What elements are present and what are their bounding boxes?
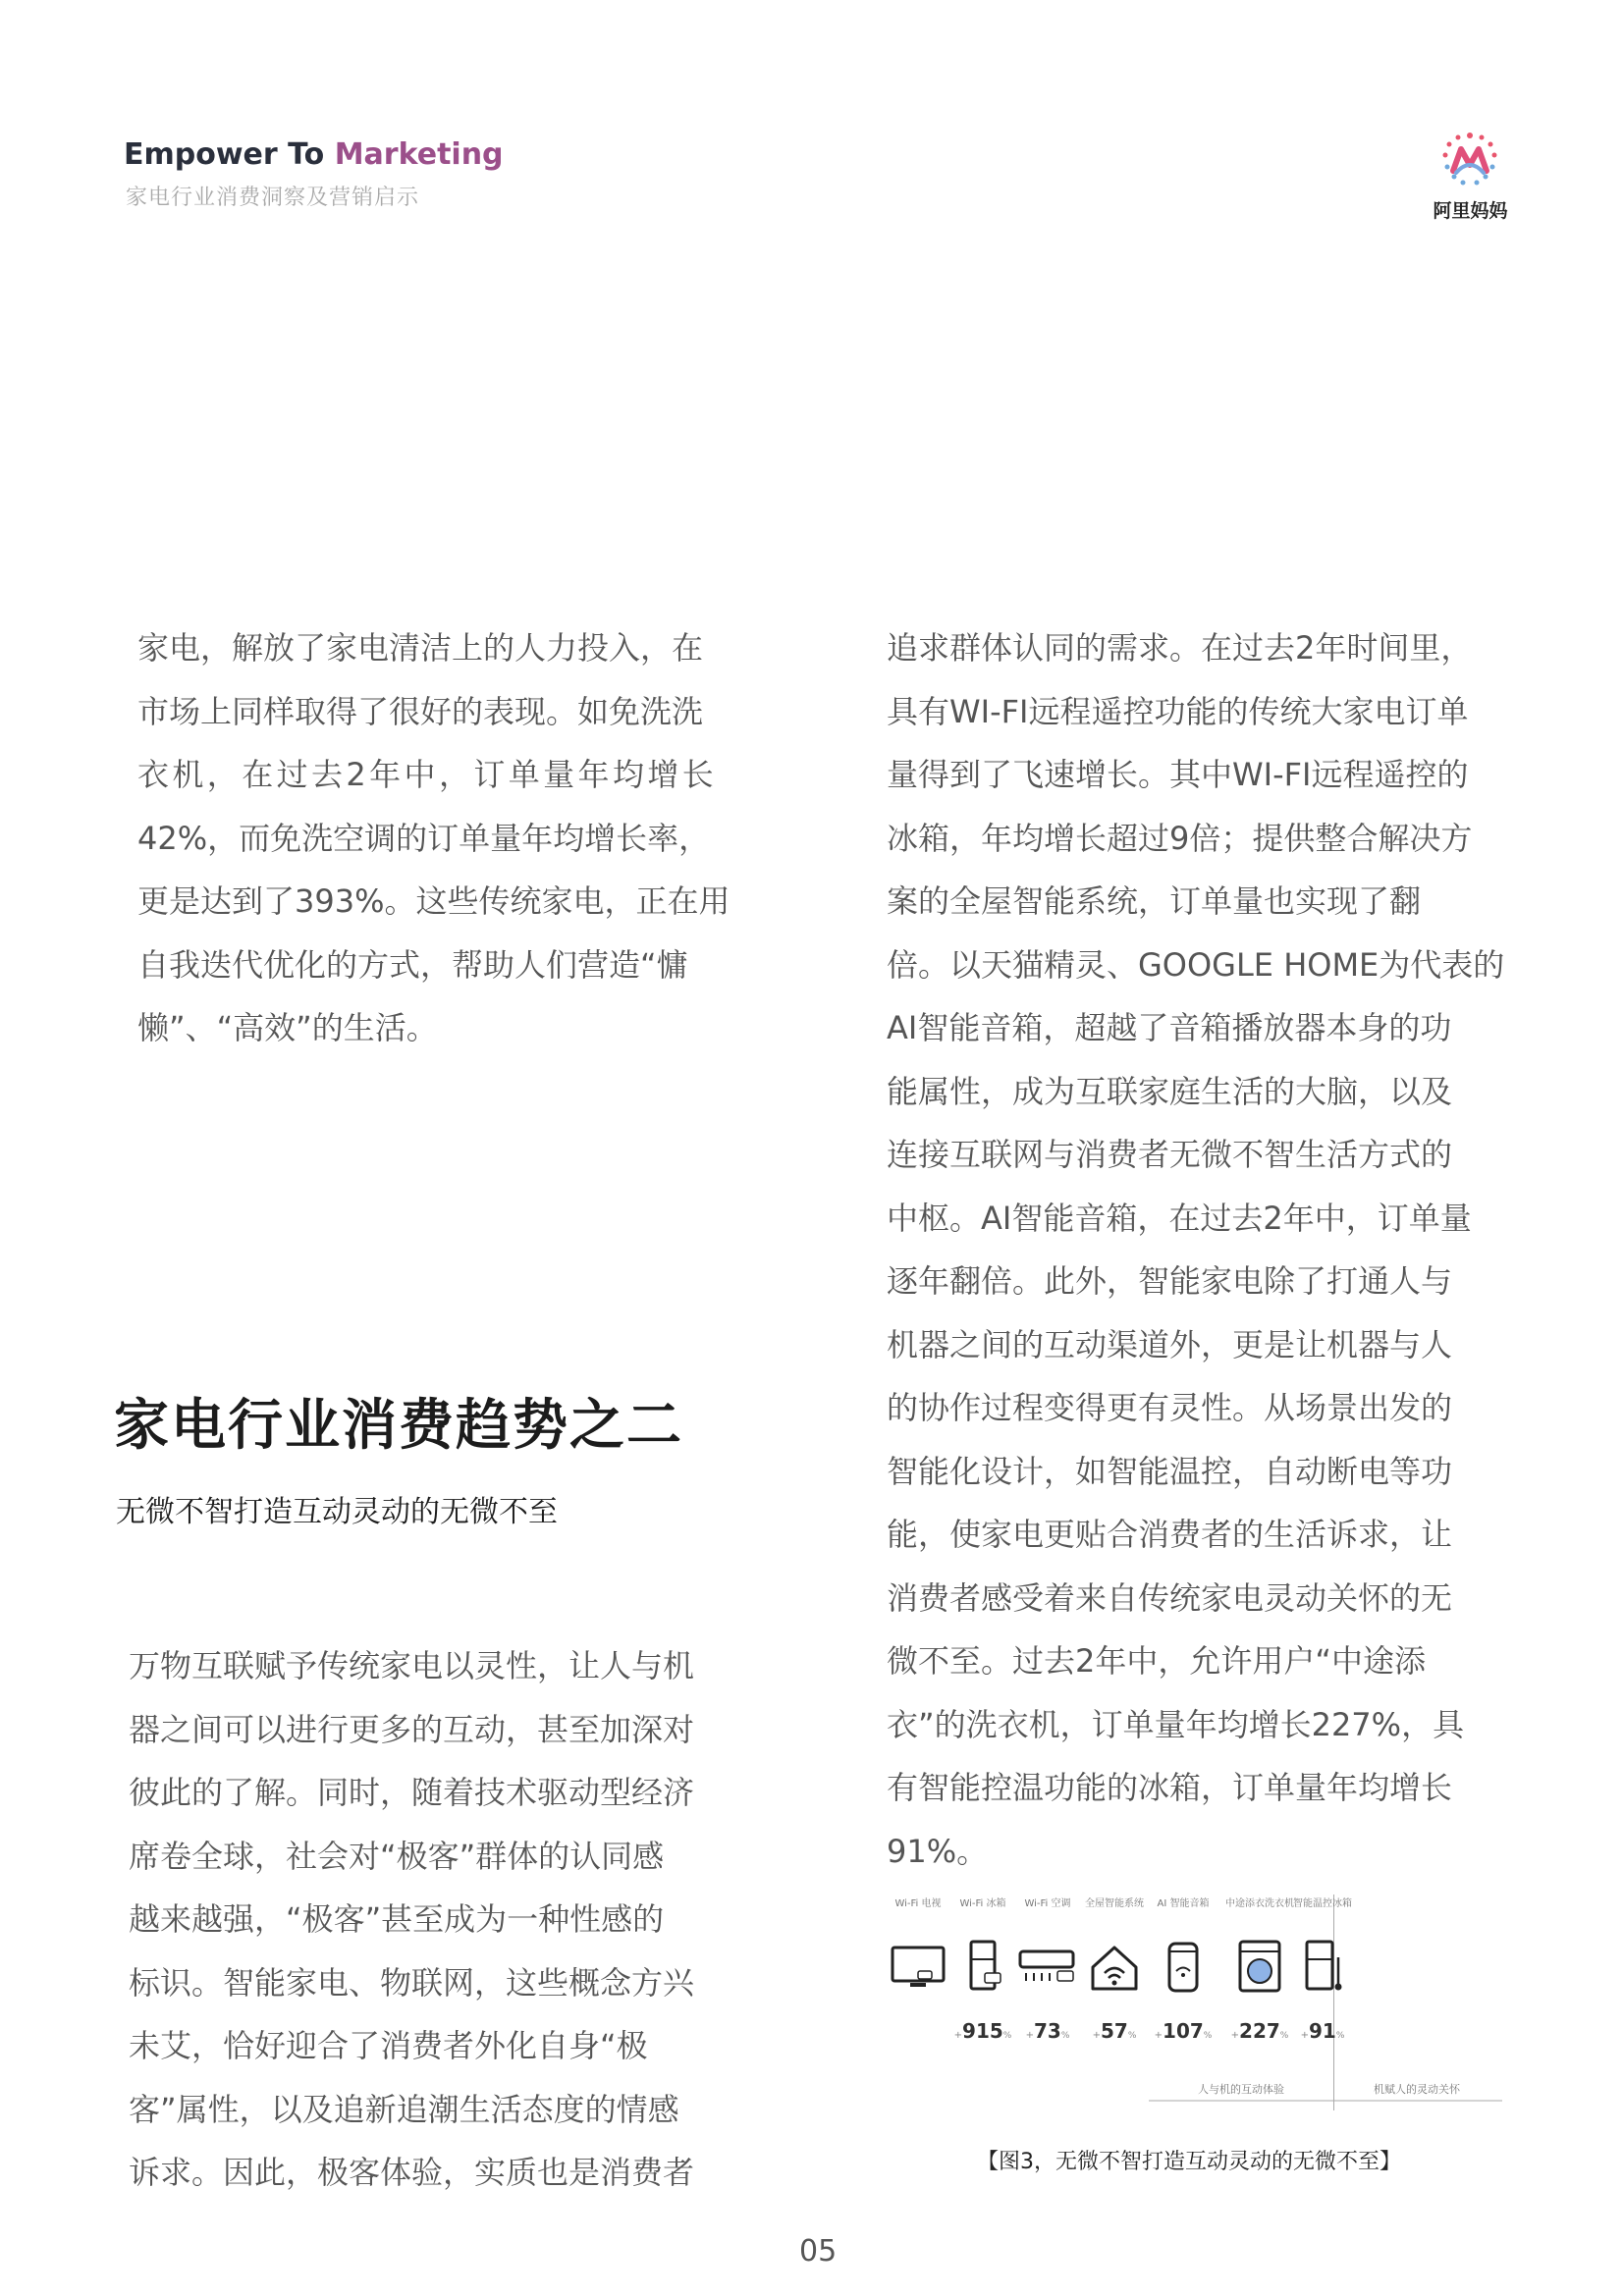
value-number: 73	[1033, 2019, 1061, 2043]
value-number: 91	[1308, 2019, 1336, 2043]
figure-item-value	[1273, 2019, 1372, 2043]
brand-title-accent: Marketing	[334, 137, 504, 172]
figure-item-label: 中途添衣洗衣机	[1225, 1898, 1294, 1909]
text-line: 衣机，在过去2年中，订单量年均增长	[137, 756, 718, 793]
figure-item-smart-fridge	[1273, 1895, 1372, 2043]
text-line: 客”属性，以及追新追潮生活态度的情感	[129, 2090, 679, 2128]
air-conditioner-icon	[1018, 1938, 1077, 1997]
figure-item-label: Wi-Fi 电视	[894, 1898, 942, 1909]
figure-item-label: Wi-Fi 空调	[1024, 1898, 1071, 1909]
value-unit: %	[1060, 2031, 1070, 2041]
text-line: 能，使家电更贴合消费者的生活诉求，让	[887, 1516, 1453, 1553]
section-title: 家电行业消费趋势之二	[114, 1394, 683, 1458]
smart-speaker-icon	[1154, 1938, 1213, 1997]
text-line: 案的全屋智能系统，订单量也实现了翻	[887, 882, 1422, 920]
text-line: 91%。	[887, 1832, 989, 1870]
value-prefix: +	[953, 2030, 963, 2041]
logo-text: 阿里妈妈	[1433, 200, 1508, 222]
page-number: 05	[799, 2234, 838, 2269]
value-number: 915	[962, 2019, 1003, 2043]
zone-label-interaction: 人与机的互动体验	[1198, 2083, 1284, 2096]
washing-machine-icon	[1230, 1938, 1289, 1997]
text-line: 智能化设计，如智能温控，自动断电等功	[887, 1452, 1453, 1490]
text-line: 越来越强，“极客”甚至成为一种性感的	[129, 1900, 665, 1938]
value-number: 227	[1239, 2019, 1280, 2043]
brand-title	[124, 137, 504, 172]
value-prefix: +	[1230, 2030, 1240, 2041]
smart-home-icon	[1085, 1938, 1144, 1997]
figure-item-label: AI 智能音箱	[1157, 1898, 1210, 1909]
text-line: 消费者感受着来自传统家电灵动关怀的无	[887, 1578, 1453, 1617]
value-unit: %	[1203, 2031, 1213, 2041]
section-subtitle: 无微不智打造互动灵动的无微不至	[116, 1495, 558, 1529]
text-line: 自我迭代优化的方式，帮助人们营造“慵	[137, 945, 688, 984]
text-line: 冰箱，年均增长超过9倍；提供整合解决方	[887, 819, 1473, 857]
text-line: 逐年翻倍。此外，智能家电除了打通人与	[887, 1262, 1453, 1300]
text-line: 追求群体认同的需求。在过去2年时间里，	[887, 629, 1473, 667]
figure-item-label: 智能温控冰箱	[1293, 1898, 1352, 1909]
left-paragraph-2	[129, 1634, 694, 2205]
text-line: 家电，解放了家电清洁上的人力投入，在	[137, 629, 704, 667]
text-line: 市场上同样取得了很好的表现。如免洗洗	[137, 692, 704, 730]
smart-fridge-icon	[1293, 1938, 1352, 1997]
text-line: 器之间可以进行更多的互动，甚至加深对	[129, 1710, 695, 1748]
brand-title-part1: Empower To	[124, 137, 335, 172]
text-line: 中枢。AI智能音箱，在过去2年中，订单量	[887, 1199, 1472, 1237]
text-line: 衣”的洗衣机，订单量年均增长227%，具	[887, 1705, 1465, 1743]
figure-caption: 【图3，无微不智打造互动灵动的无微不至】	[977, 2150, 1401, 2174]
value-unit: %	[1127, 2031, 1137, 2041]
text-line: 具有WI-FI远程遥控功能的传统大家电订单	[887, 692, 1469, 730]
text-line: 未艾，恰好迎合了消费者外化自身“极	[129, 2027, 648, 2064]
text-line: 诉求。因此，极客体验，实质也是消费者	[129, 2154, 695, 2191]
zone-label-care: 机赋人的灵动关怀	[1374, 2083, 1460, 2096]
value-unit: %	[1335, 2031, 1345, 2041]
text-line: 标识。智能家电、物联网，这些概念方兴	[129, 1963, 695, 2002]
text-line: 有智能控温功能的冰箱，订单量年均增长	[887, 1769, 1453, 1806]
value-prefix: +	[1025, 2030, 1034, 2041]
text-line: 微不至。过去2年中，允许用户“中途添	[887, 1642, 1426, 1680]
text-line: 的协作过程变得更有灵性。从场景出发的	[887, 1389, 1453, 1426]
tv-icon	[889, 1938, 947, 1997]
text-line: 万物互联赋予传统家电以灵性，让人与机	[129, 1647, 695, 1684]
figure-item-label: Wi-Fi 冰箱	[959, 1898, 1006, 1909]
text-line: 倍。以天猫精灵、GOOGLE HOME为代表的	[887, 945, 1505, 984]
right-paragraph	[887, 616, 1504, 1883]
figure-item-label: 全屋智能系统	[1085, 1898, 1144, 1909]
value-number: 57	[1100, 2019, 1128, 2043]
text-line: 机器之间的互动渠道外，更是让机器与人	[887, 1325, 1453, 1363]
text-line: 42%，而免洗空调的订单量年均增长率，	[137, 819, 711, 857]
text-line: 更是达到了393%。这些传统家电，正在用	[137, 882, 730, 920]
text-line: 量得到了飞速增长。其中WI-FI远程遥控的	[887, 756, 1469, 793]
figure-divider	[1333, 1895, 1334, 2110]
fridge-icon	[953, 1938, 1012, 1997]
value-prefix: +	[1092, 2030, 1101, 2041]
growth-figure	[869, 1895, 1537, 2120]
value-unit: %	[1002, 2031, 1012, 2041]
value-prefix: +	[1300, 2030, 1309, 2041]
text-line: 彼此的了解。同时，随着技术驱动型经济	[129, 1774, 695, 1811]
report-subtitle: 家电行业消费洞察及营销启示	[126, 186, 420, 210]
value-number: 107	[1163, 2019, 1204, 2043]
alimama-logo	[1424, 128, 1517, 226]
value-prefix: +	[1154, 2030, 1163, 2041]
text-line: 连接互联网与消费者无微不智生活方式的	[887, 1136, 1453, 1173]
text-line: 能属性，成为互联家庭生活的大脑，以及	[887, 1072, 1453, 1110]
left-paragraph-1	[137, 616, 730, 1060]
text-line: AI智能音箱，超越了音箱播放器本身的功	[887, 1009, 1452, 1046]
value-unit: %	[1279, 2031, 1289, 2041]
alimama-logo-icon	[1424, 128, 1517, 196]
text-line: 席卷全球，社会对“极客”群体的认同感	[129, 1837, 665, 1875]
text-line: 懒”、“高效”的生活。	[137, 1009, 438, 1046]
